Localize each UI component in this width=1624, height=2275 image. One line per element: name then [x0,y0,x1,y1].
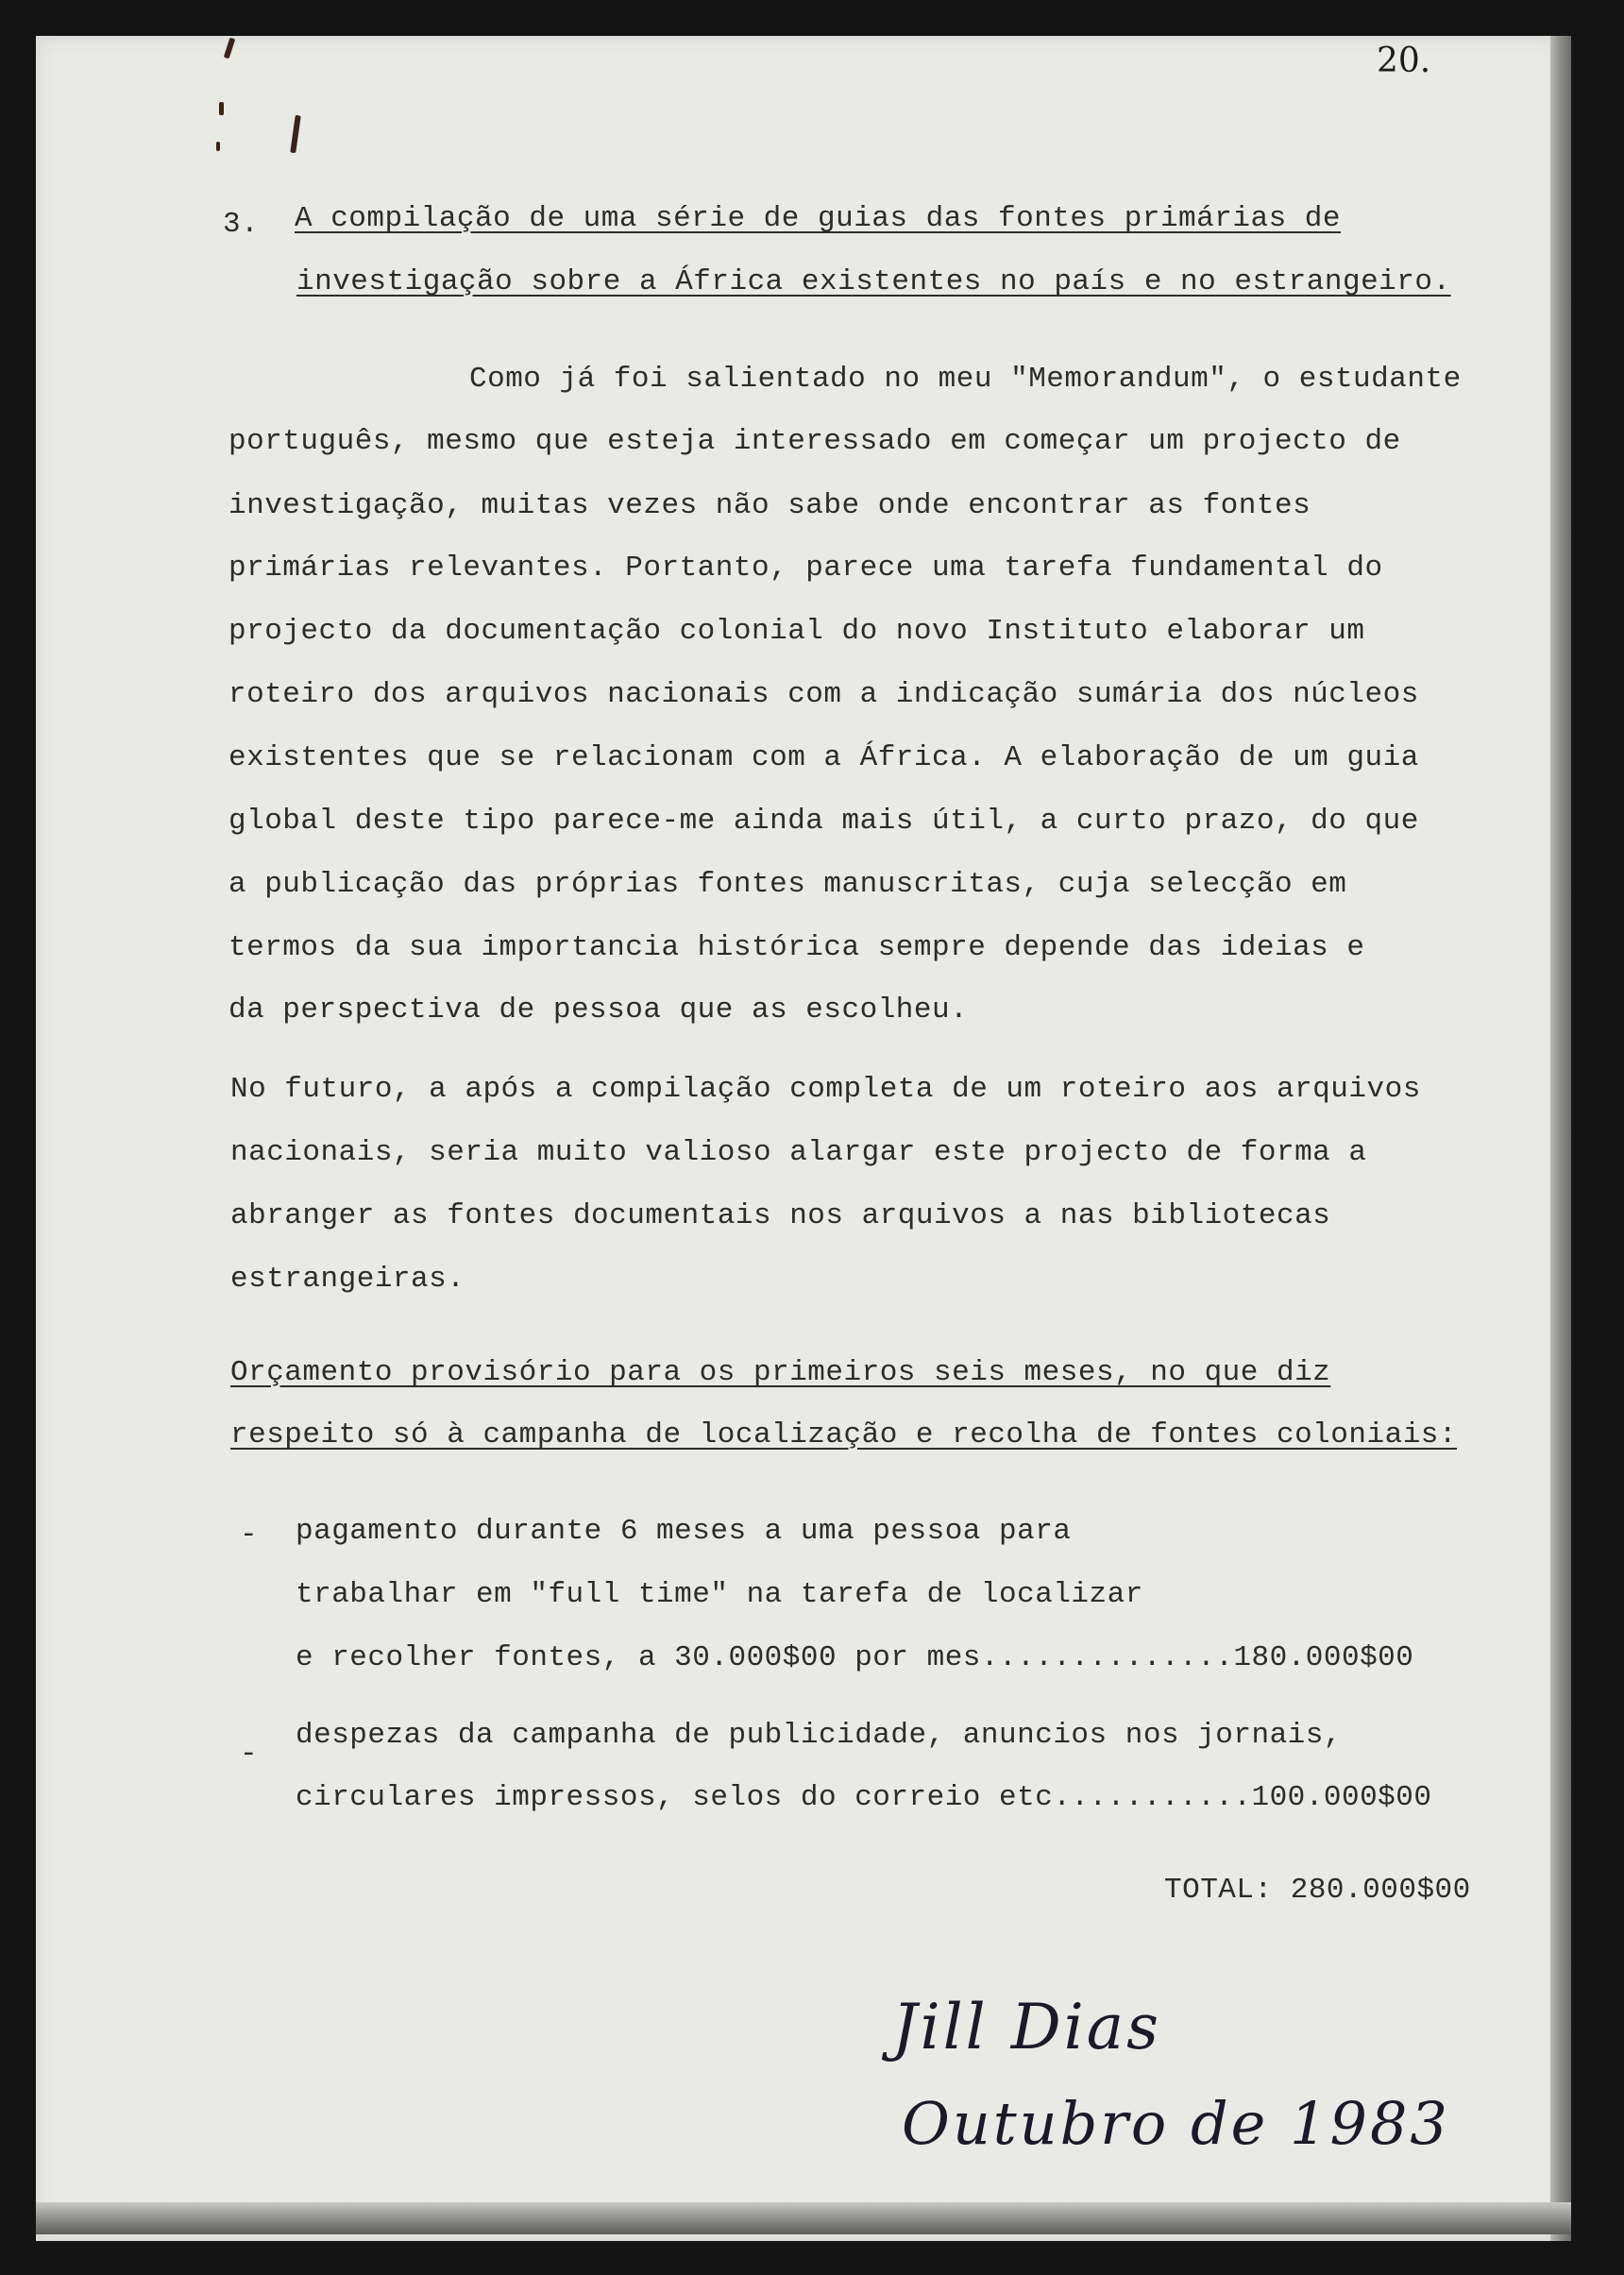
paragraph-line: No futuro, a após a compilação completa de um roteiro aos arquivos [230,1073,1421,1106]
paragraph-line: termos da sua importancia histórica sempre depende das ideias e [228,931,1365,964]
paragraph-line: da perspectiva de pessoa que as escolheu. [228,993,969,1027]
budget-item-line: despezas da campanha de publicidade, anuncios nos jornais, [296,1719,1342,1752]
section-number: 3. [223,208,260,241]
page-bottom-edge-shadow [36,2202,1571,2234]
section-heading-line: investigação sobre a África existentes no país e no estrangeiro. [296,265,1451,298]
paragraph-line: investigação, muitas vezes não sabe onde encontrar as fontes [228,489,1311,522]
ink-mark [216,142,220,151]
signature-name: Jill Dias [892,1991,1162,2063]
section-heading-line: A compilação de uma série de guias das fontes primárias de [295,202,1341,235]
paragraph-line: existentes que se relacionam com a África. A elaboração de um guia [228,741,1419,774]
budget-item-line: e recolher fontes, a 30.000$00 por mes..............180.000$00 [296,1641,1414,1674]
budget-item-line: trabalhar em "full time" na tarefa de localizar [296,1578,1143,1611]
paragraph-line: a publicação das próprias fontes manuscritas, cuja selecção em [228,868,1347,901]
signature-date: Outubro de 1983 [902,2089,1450,2158]
paragraph-line: primárias relevantes. Portanto, parece uma tarefa fundamental do [228,552,1383,585]
paragraph-line: Como já foi salientado no meu "Memorandum", o estudante [469,363,1462,396]
ink-mark [219,102,224,115]
budget-item-bullet: - [240,1519,259,1552]
budget-item-line: pagamento durante 6 meses a uma pessoa para [296,1515,1072,1548]
budget-total: TOTAL: 280.000$00 [1164,1874,1471,1907]
paragraph-line: nacionais, seria muito valioso alargar este projecto de forma a [230,1136,1367,1169]
paragraph-line: projecto da documentação colonial do novo Instituto elaborar um [228,615,1365,648]
budget-item-line: circulares impressos, selos do correio etc...........100.000$00 [296,1781,1432,1814]
paragraph-line: português, mesmo que esteja interessado em começar um projecto de [228,425,1401,458]
paragraph-line: roteiro dos arquivos nacionais com a indicação sumária dos núcleos [228,678,1419,711]
page-number: 20. [1377,42,1431,80]
paragraph-line: global deste tipo parece-me ainda mais útil, a curto prazo, do que [228,805,1419,838]
paragraph-line: abranger as fontes documentais nos arquivos a nas bibliotecas [230,1199,1331,1232]
budget-item-bullet: - [240,1738,259,1771]
paragraph-line: estrangeiras. [230,1263,465,1296]
budget-heading-line: respeito só à campanha de localização e recolha de fontes coloniais: [230,1418,1458,1452]
page-right-edge-shadow [1550,36,1571,2241]
budget-heading-line: Orçamento provisório para os primeiros seis meses, no que diz [230,1356,1331,1389]
